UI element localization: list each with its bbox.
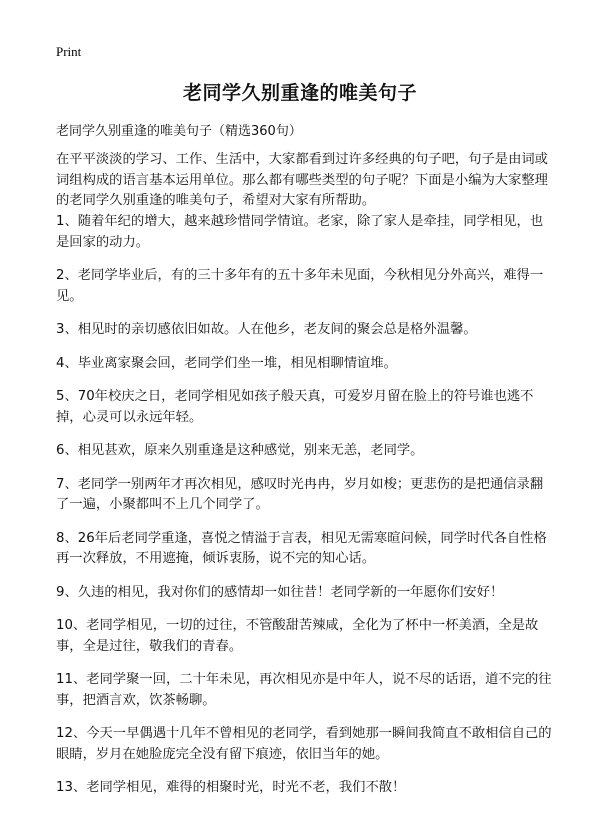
list-item: 5、70年校庆之日，老同学相见如孩子般天真，可爱岁月留在脸上的符号谁也逃不掉，心灵可以永远年轻。 bbox=[56, 389, 534, 425]
list-item: 13、老同学相见，难得的相聚时光，时光不老，我们不散！ bbox=[56, 780, 406, 795]
list-item: 9、久违的相见，我对你们的感情却一如往昔！老同学新的一年愿你们安好！ bbox=[56, 584, 504, 600]
list-item: 1、随着年纪的增大，越来越珍惜同学情谊。老家，除了家人是牵挂，同学相见，也是回家的动力。 bbox=[56, 214, 544, 250]
list-item: 8、26年后老同学重逢，喜悦之情溢于言表，相见无需寒暄问候，同学时代各自性格再一次释放，不用遮掩，倾诉衷肠，说不完的知心话。 bbox=[56, 530, 547, 566]
list-item: 7、老同学一别两年才再次相见，感叹时光冉冉，岁月如梭；更悲伤的是把通信录翻了一遍，小聚都叫不上几个同学了。 bbox=[56, 476, 544, 512]
list-item: 3、相见时的亲切感依旧如故。人在他乡，老友间的聚会总是格外温馨。 bbox=[56, 322, 477, 337]
list-item: 10、老同学相见，一切的过往，不管酸甜苦辣咸，全化为了杯中一杯美酒，全是故事，全是过往，敬我们的青春。 bbox=[56, 618, 539, 654]
intro-paragraph: 在平平淡淡的学习、工作、生活中，大家都看到过许多经典的句子吧，句子是由词或词组构成的语言基本运用单位。那么都有哪些类型的句子呢？下面是小编为大家整理的老同学久别重逢的唯美句子，希望对大家有所帮助。 bbox=[56, 152, 548, 208]
list-item: 6、相见甚欢，原来久别重逢是这种感觉，别来无恙，老同学。 bbox=[56, 443, 424, 458]
article-subtitle: 老同学久别重逢的唯美句子（精选360句） bbox=[56, 124, 302, 139]
list-item: 12、今天一早偶遇十几年不曾相见的老同学，看到她那一瞬间我简直不敢相信自己的眼睛，岁月在她脸庞完全没有留下痕迹，依旧当年的她。 bbox=[56, 726, 552, 762]
page-title: 老同学久别重逢的唯美句子 bbox=[182, 82, 417, 104]
list-item: 4、毕业离家聚会回，老同学们坐一堆，相见相聊情谊堆。 bbox=[56, 355, 397, 371]
list-item: 2、老同学毕业后，有的三十多年有的五十多年未见面，今秋相见分外高兴，难得一见。 bbox=[56, 268, 544, 304]
list-item: 11、老同学聚一回，二十年未见，再次相见亦是中年人，说不尽的话语，道不完的往事，把酒言欢，饮茶畅聊。 bbox=[56, 672, 552, 708]
print-link[interactable]: Print bbox=[56, 44, 82, 59]
sentence-list bbox=[56, 212, 556, 812]
